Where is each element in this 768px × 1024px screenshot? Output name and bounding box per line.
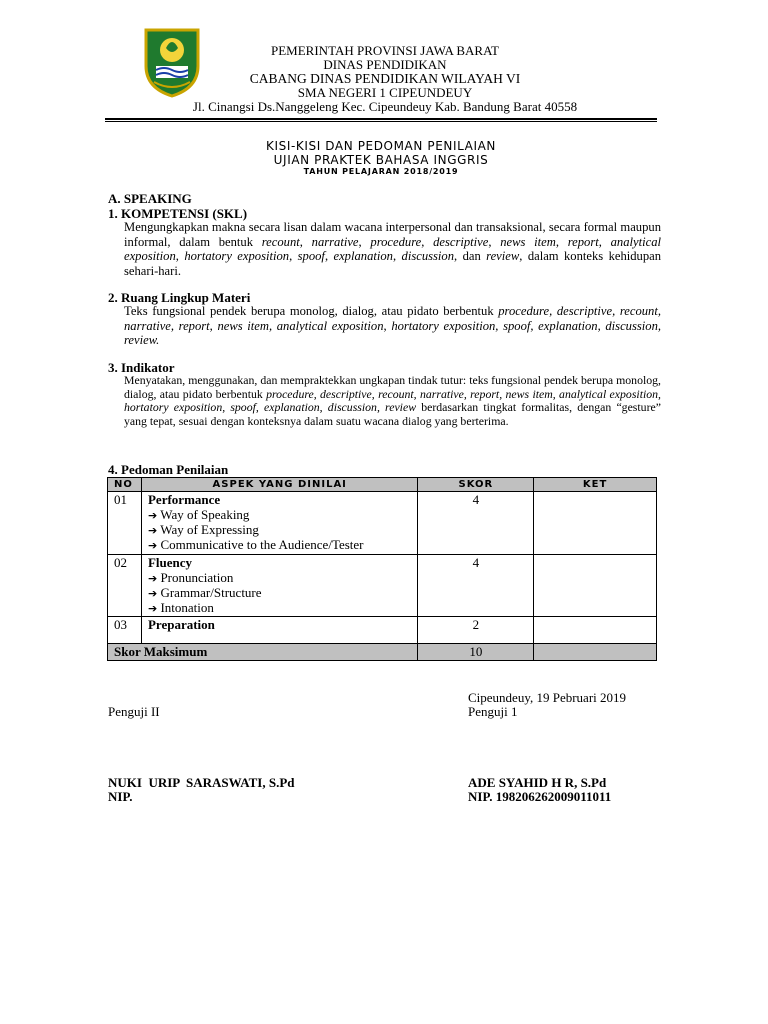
- section-speaking: A. SPEAKING: [108, 191, 192, 206]
- header-divider: [105, 118, 657, 120]
- indikator-heading: 3. Indikator: [108, 360, 175, 375]
- row-number: 03: [108, 617, 142, 644]
- total-ket: [534, 644, 657, 661]
- column-header-no: NO: [108, 478, 142, 492]
- ruang-lingkup-heading: 2. Ruang Lingkup Materi: [108, 290, 251, 305]
- ket-cell: [534, 492, 657, 555]
- pedoman-heading: 4. Pedoman Penilaian: [108, 462, 229, 477]
- score-cell: 2: [418, 617, 534, 644]
- place-date: Cipeundeuy, 19 Pebruari 2019: [468, 690, 627, 705]
- table-header-row: [108, 478, 657, 492]
- ruang-lingkup-text: Teks fungsional pendek berupa monolog, dialog, atau pidato berbentuk procedure, descriptive, recount, narrative, report, news item, analytical exposition, hortatory exposition, spoof, explanation, discussion, review.: [124, 304, 662, 347]
- ket-cell: [534, 554, 657, 617]
- doc-year: TAHUN PELAJARAN 2018/2019: [303, 167, 459, 176]
- list-item: ➔ Way of Speaking: [147, 507, 250, 522]
- aspect-title: Preparation: [147, 617, 215, 633]
- score-cell: 4: [418, 554, 534, 617]
- examiner-1-nip: NIP. 198206262009011011: [468, 789, 612, 804]
- list-item: ➔ Intonation: [147, 600, 214, 616]
- scoring-table: [107, 477, 657, 661]
- header-divider-thin: [105, 121, 657, 122]
- doc-subtitle: UJIAN PRAKTEK BAHASA INGGRIS: [273, 153, 489, 167]
- row-number: 01: [108, 492, 142, 555]
- arrow-right-icon: ➔: [147, 509, 158, 522]
- arrow-right-icon: ➔: [147, 586, 158, 600]
- examiner-1-role: Penguji 1: [468, 704, 518, 719]
- table-row: [108, 554, 657, 617]
- header-branch: CABANG DINAS PENDIDIKAN WILAYAH VI: [249, 71, 521, 86]
- ket-cell: [534, 617, 657, 644]
- total-label: Skor Maksimum: [108, 644, 418, 661]
- header-province: PEMERINTAH PROVINSI JAWA BARAT: [271, 43, 499, 58]
- kompetensi-text: Mengungkapkan makna secara lisan dalam wacana interpersonal dan transaksional, secara formal maupun informal, dalam bentuk recount, narrative, procedure, descriptive, news item, report, analytical exposition, hortatory exposition, spoof, explanation, discussion, dan review, dalam konteks kehidupan sehari-hari.: [124, 220, 662, 278]
- list-item: ➔ Communicative to the Audience/Tester: [147, 537, 364, 553]
- row-number: 02: [108, 554, 142, 617]
- total-score: 10: [418, 644, 534, 661]
- aspect-cell: [141, 554, 417, 617]
- table-row: [108, 617, 657, 644]
- kompetensi-heading: 1. KOMPETENSI (SKL): [108, 206, 248, 221]
- aspect-cell: [141, 617, 417, 644]
- arrow-right-icon: ➔: [147, 539, 158, 553]
- column-header-aspect: ASPEK YANG DINILAI: [141, 478, 417, 492]
- total-row: [108, 644, 657, 661]
- indikator-text: Menyatakan, menggunakan, dan mempraktekkan ungkapan tindak tutur: teks fungsional pendek berupa monolog, dialog, atau pidato berbentuk procedure, descriptive, recount, narrative, report, news item, analytical exposition, hortatory exposition, spoof, explanation, discussion, review berdasarkan tingkat formalitas, dengan “gesture” yang tepat, sesuai dengan konteksnya dalam suatu wacana dialog yang berterima.: [124, 373, 661, 428]
- arrow-right-icon: ➔: [147, 602, 158, 616]
- column-header-score: SKOR: [418, 478, 534, 492]
- score-cell: 4: [418, 492, 534, 555]
- arrow-right-icon: ➔: [147, 571, 158, 585]
- aspect-title: Performance: [147, 492, 221, 507]
- header-school: SMA NEGERI 1 CIPEUNDEUY: [297, 85, 473, 100]
- examiner-2-nip: NIP.: [108, 789, 133, 804]
- arrow-right-icon: ➔: [147, 524, 158, 538]
- aspect-cell: [141, 492, 417, 555]
- doc-title: KISI-KISI DAN PEDOMAN PENILAIAN: [266, 139, 496, 153]
- list-item: ➔ Pronunciation: [147, 569, 234, 585]
- list-item: ➔ Grammar/Structure: [147, 584, 262, 600]
- examiner-1-name: ADE SYAHID H R, S.Pd: [468, 775, 607, 790]
- examiner-2-role: Penguji II: [108, 704, 160, 719]
- table-row: [108, 492, 657, 555]
- aspect-title: Fluency: [147, 554, 193, 570]
- header-address: Jl. Cinangsi Ds.Nanggeleng Kec. Cipeundeuy Kab. Bandung Barat 40558: [192, 99, 578, 114]
- examiner-2-name: NUKI URIP SARASWATI, S.Pd: [108, 775, 295, 790]
- column-header-ket: KET: [534, 478, 657, 492]
- header-department: DINAS PENDIDIKAN: [323, 57, 447, 72]
- list-item: ➔ Way of Expressing: [147, 522, 259, 538]
